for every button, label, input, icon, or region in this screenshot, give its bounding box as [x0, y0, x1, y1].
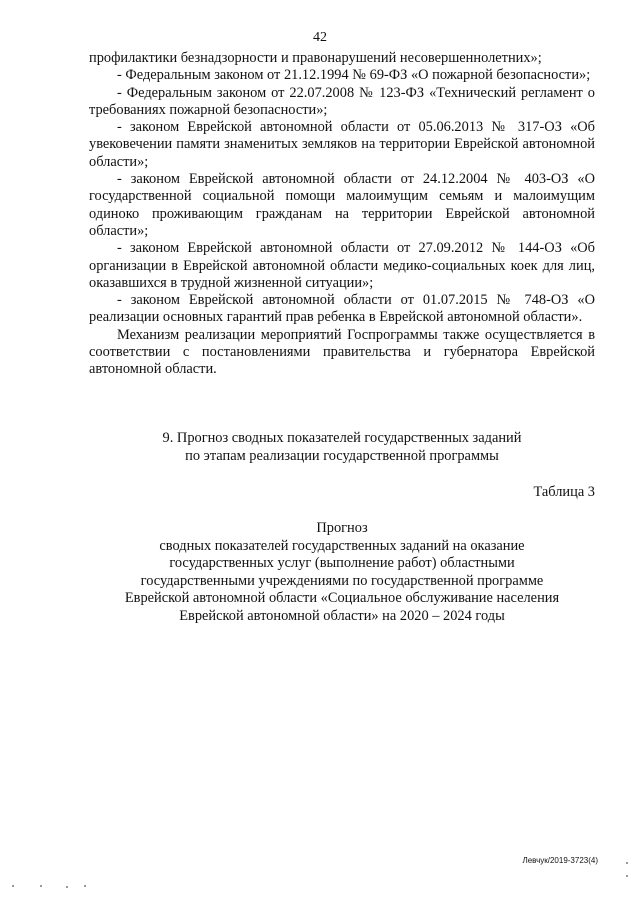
forecast-title-line: Еврейской автономной области» на 2020 – 2024 годы — [179, 607, 505, 624]
section-heading — [89, 430, 595, 465]
forecast-title-line: Еврейской автономной области «Социальное обслуживание населения — [124, 590, 560, 607]
section-heading-line: по этапам реализации государственной программы — [185, 447, 499, 464]
forecast-title — [89, 520, 595, 626]
scan-artifact — [626, 862, 628, 864]
table-label: Таблица 3 — [533, 484, 595, 500]
page-number: 42 — [313, 30, 327, 45]
scan-artifact — [626, 875, 628, 877]
body-text — [89, 50, 595, 379]
section-heading-line: 9. Прогноз сводных показателей государственных заданий — [162, 430, 522, 446]
scan-artifact — [12, 885, 14, 887]
footer-code: Левчук/2019-3723(4) — [522, 856, 598, 865]
paragraph-6: - законом Еврейской автономной области от 27.09.2012 № 144-ОЗ «Об организации в Еврейской автономной области медико-социальных коек для лиц, оказавшихся в трудной жизненной ситуации»; — [89, 240, 595, 291]
paragraph-8: Механизм реализации мероприятий Госпрограммы также осуществляется в соответствии с постановлениями правительства и губернатора Еврейской автономной области. — [89, 326, 595, 378]
paragraph-3: - Федеральным законом от 22.07.2008 № 123-ФЗ «Технический регламент о требованиях пожарной безопасности»; — [89, 84, 595, 118]
paragraph-4: - законом Еврейской автономной области от 05.06.2013 № 317-ОЗ «Об увековечении памяти знаменитых земляков на территории Еврейской автономной области»; — [89, 119, 595, 170]
forecast-title-line: государственных услуг (выполнение работ) областными — [169, 555, 515, 572]
forecast-title-line: сводных показателей государственных заданий на оказание — [159, 537, 525, 554]
forecast-title-line: государственными учреждениями по государственной программе — [140, 572, 544, 589]
forecast-title-line: Прогноз — [316, 520, 368, 536]
scan-artifact — [84, 885, 86, 887]
scan-artifact — [66, 886, 68, 888]
paragraph-2: - Федеральным законом от 21.12.1994 № 69-ФЗ «О пожарной безопасности»; — [117, 67, 591, 84]
paragraph-5: - законом Еврейской автономной области от 24.12.2004 № 403-ОЗ «О государственной социальной помощи малоимущим семьям и малоимущим одиноко проживающим гражданам на территории Еврейской автономной области»; — [89, 171, 595, 239]
scan-artifact — [40, 885, 42, 887]
paragraph-7: - законом Еврейской автономной области от 01.07.2015 № 748-ОЗ «О реализации основных гарантий прав ребенка в Еврейской автономной области». — [89, 292, 595, 326]
paragraph-1: профилактики безнадзорности и правонарушений несовершеннолетних»; — [89, 50, 542, 66]
